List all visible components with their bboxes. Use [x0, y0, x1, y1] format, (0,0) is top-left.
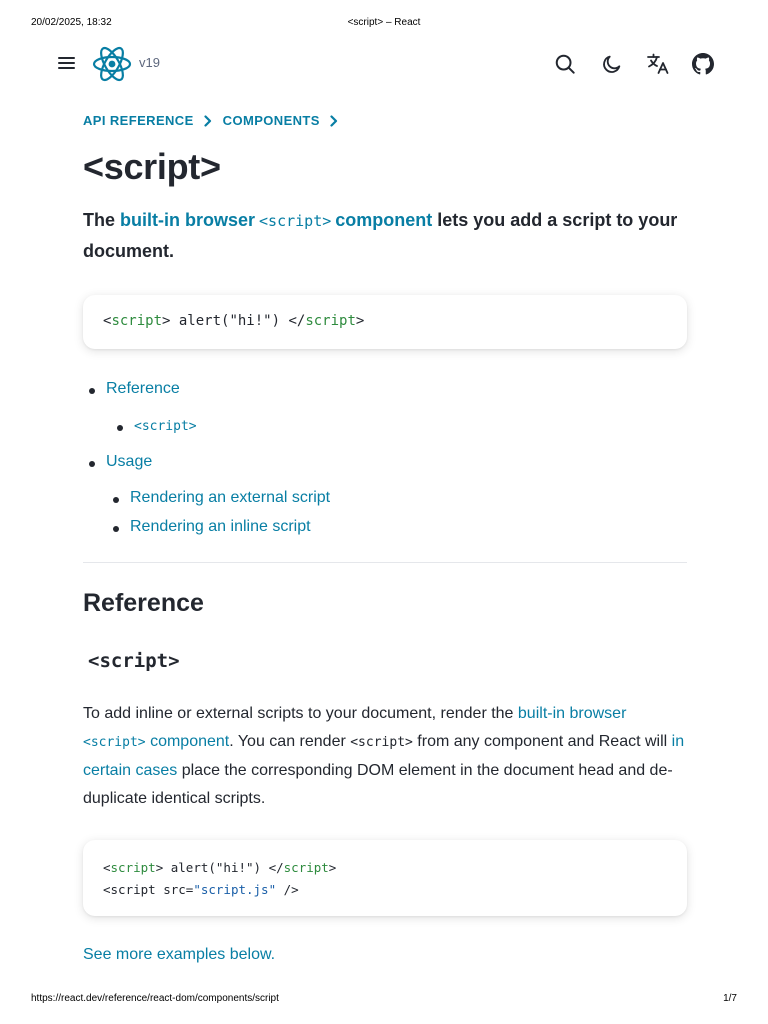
print-header: [31, 17, 737, 31]
code-string: "script.js": [193, 882, 277, 897]
certain-cases-link[interactable]: in certain cases: [83, 733, 685, 779]
print-page-title: <script> – React: [347, 17, 421, 28]
toc-item-script[interactable]: [134, 417, 197, 435]
github-icon[interactable]: [690, 51, 716, 77]
menu-icon[interactable]: [55, 52, 77, 74]
code-tag: script: [305, 313, 356, 329]
version-label: v19: [139, 55, 160, 70]
subheading-script: <script>: [88, 650, 180, 672]
translate-icon[interactable]: [645, 51, 671, 77]
print-page-number: 1/7: [723, 993, 737, 1004]
code-tag: script: [283, 860, 329, 875]
code-token: >: [328, 860, 337, 875]
intro-link-suffix: component: [335, 210, 433, 230]
divider: [83, 562, 687, 563]
para-text: To add inline or external scripts to your document, render the: [83, 705, 518, 722]
para-text: place the corresponding DOM element in the document head and de-duplicate identical scripts.: [83, 762, 673, 807]
chevron-right-icon: [329, 115, 339, 127]
code-token: alert("hi!"): [163, 860, 269, 875]
intro-link[interactable]: [120, 210, 432, 230]
code-token: alert("hi!"): [170, 313, 289, 329]
toc-label: Usage: [106, 453, 153, 470]
intro-paragraph: [83, 205, 693, 266]
code-token: </: [288, 313, 306, 329]
code-line: [103, 879, 667, 901]
page-title: <script>: [83, 146, 221, 187]
react-logo[interactable]: [91, 45, 133, 83]
intro-link-text: built-in browser: [120, 210, 256, 230]
code-token: >: [355, 313, 365, 329]
intro-text: The: [83, 210, 121, 230]
toc-label: <script>: [134, 419, 197, 434]
reference-paragraph: [83, 700, 687, 813]
code-token: >: [155, 860, 164, 875]
toc-label: Reference: [106, 380, 180, 397]
code-token: >: [162, 313, 171, 329]
print-footer: [31, 993, 737, 1007]
section-heading-reference: Reference: [83, 589, 204, 617]
code-tag: script: [110, 860, 156, 875]
intro-link-code: <script>: [259, 212, 332, 230]
breadcrumb-components[interactable]: COMPONENTS: [222, 113, 320, 128]
chevron-right-icon: [203, 115, 213, 127]
toc-item-reference[interactable]: [106, 380, 180, 398]
link-code: <script>: [83, 735, 146, 750]
code-token: </: [268, 860, 284, 875]
top-nav: [55, 44, 716, 84]
toc-item-inline-script[interactable]: [130, 518, 311, 536]
intro-text-rest: lets you add a script to your document.: [83, 210, 678, 261]
toc-item-external-script[interactable]: [130, 489, 330, 507]
code-token: <script src=: [103, 882, 194, 897]
breadcrumb-api-reference[interactable]: API REFERENCE: [83, 113, 194, 128]
para-text: . You can render: [229, 733, 351, 750]
moon-icon[interactable]: [599, 51, 625, 77]
para-text: from any component and React will: [412, 733, 672, 750]
breadcrumb: [83, 113, 349, 128]
link-text: built-in browser: [517, 705, 627, 722]
code-block[interactable]: [83, 295, 687, 349]
code-token: <: [103, 313, 112, 329]
link-suffix: component: [150, 733, 230, 750]
code-token: />: [276, 882, 299, 897]
print-url: https://react.dev/reference/react-dom/components/script: [31, 993, 279, 1004]
code-line: [103, 857, 667, 879]
toc-item-usage[interactable]: [106, 453, 152, 471]
see-more-link[interactable]: See more examples below.: [83, 946, 276, 963]
toc-label: Rendering an inline script: [130, 518, 311, 535]
print-datetime: 20/02/2025, 18:32: [31, 17, 112, 28]
code-token: <: [103, 860, 111, 875]
code-tag: script: [111, 313, 163, 329]
code-block[interactable]: [83, 840, 687, 916]
inline-code: <script>: [350, 735, 413, 750]
toc-label: Rendering an external script: [130, 489, 331, 506]
search-icon[interactable]: [552, 51, 578, 77]
